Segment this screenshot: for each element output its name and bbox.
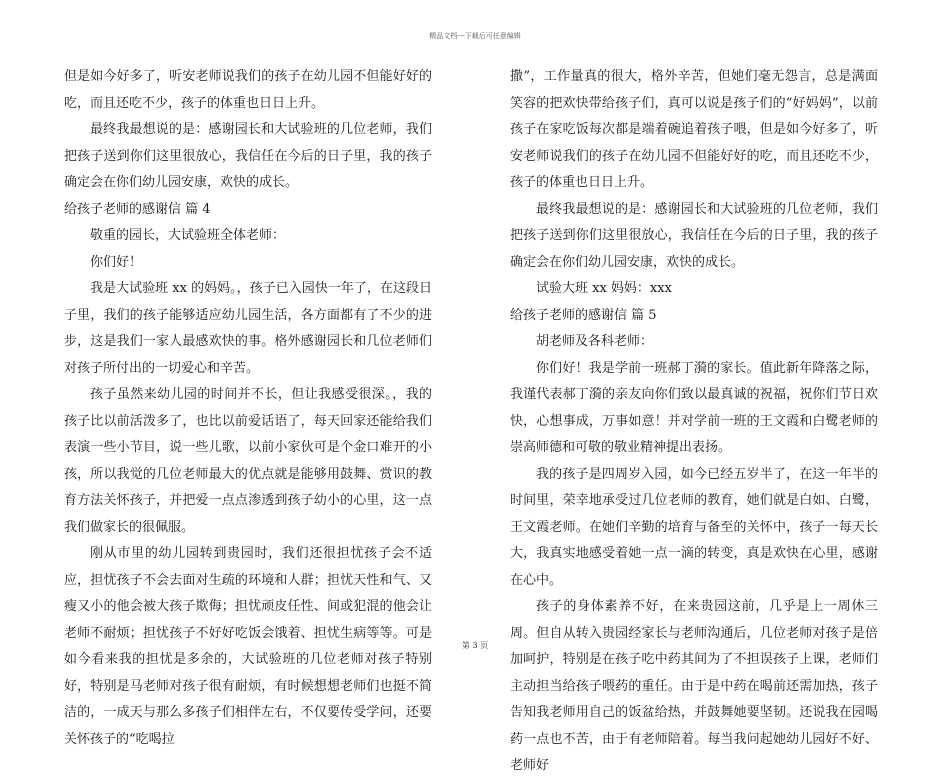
paragraph: 但是如今好多了，听安老师说我们的孩子在幼儿园不但能好好的吃，而且还吃不少，孩子的体重也日日上升。 [64, 69, 432, 111]
paragraph: 孩子的身体素养不好，在来贵园这前，几乎是上一周休三周。但自从转入贵园经家长与老师沟通后，几位老师对孩子是倍加呵护，特别是在孩子吃中药其间为了不担误孩子上课，老师们主动担当给孩子喂药的重任。由于是中药在喝前还需加热，孩子告知我老师用自己的饭盆给热，并鼓舞她要坚韧。还说我在园喝药一点也不苦，由于有老师陪着。每当我问起她幼儿园好不好、老师好 [510, 599, 878, 773]
paragraph: 我的孩子是四周岁入园，如今已经五岁半了，在这一年半的时间里，荣幸地承受过几位老师的教育，她们就是白如、白鹭，王文霞老师。在她们辛勤的培育与备至的关怀中，孩子一每天长大，我真实地感受着她一点一滴的转变，真是欢快在心里，感谢在心中。 [510, 466, 878, 588]
paragraph: 你们好！我是学前一班郝丁漪的家长。值此新年降落之际，我谨代表郝丁漪的亲友向你们致以最真诚的祝福，祝你们节日欢快，心想事成，万事如意！并对学前一班的王文霞和白鹭老师的崇高师德和可敬的敬业精神提出表扬。 [510, 360, 878, 455]
paragraph: 给孩子老师的感谢信 篇 5 [510, 307, 657, 323]
right-column [510, 64, 878, 780]
paragraph: 孩子虽然来幼儿园的时间并不长，但让我感受很深。，我的孩子比以前活泼多了，也比以前爱话语了，每天回家还能给我们表演一些小节目，说一些儿歌，以前小家伙可是个金口难开的小孩，所以我觉的几位老师最大的优点就是能够用鼓舞、赏识的教育方法关怀孩子，并把爱一点点渗透到孩子幼小的心里，这一点我们做家长的很佩服。 [64, 387, 432, 535]
paragraph: 试验大班 xx 妈妈：xxx [536, 281, 672, 296]
paragraph: 撒”，工作量真的很大，格外辛苦，但她们毫无怨言，总是满面笑容的把欢快带给孩子们，真可以说是孩子们的“好妈妈”，以前孩子在家吃饭每次都是端着碗追着孩子喂，但是如今好多了，听安老师说我们的孩子在幼儿园不但能好好的吃，而且还吃不少，孩子的体重也日日上升。 [510, 69, 878, 190]
paragraph: 胡老师及各科老师： [536, 334, 654, 349]
paragraph: 最终我最想说的是：感谢园长和大试验班的几位老师，我们把孩子送到你们这里很放心，我信任在今后的日子里，我的孩子确定会在你们幼儿园安康，欢快的成长。 [510, 201, 878, 270]
paragraph: 给孩子老师的感谢信 篇 4 [64, 201, 211, 217]
paragraph: 最终我最想说的是：感谢园长和大试验班的几位老师，我们把孩子送到你们这里很放心，我信任在今后的日子里，我的孩子确定会在你们幼儿园安康，欢快的成长。 [64, 122, 432, 190]
paragraph: 我是大试验班 xx 的妈妈。，孩子已入园快一年了，在这段日子里，我们的孩子能够适应幼儿园生活，各方面都有了不少的进步，这是我们一家人最感欢快的事。格外感谢园长和几位老师们对孩子所付出的一切爱心和辛苦。 [64, 281, 432, 376]
page-number: 第 3 页 [461, 641, 489, 650]
paragraph: 刚从市里的幼儿园转到贵园时，我们还很担忧孩子会不适应，担忧孩子不会去面对生疏的环境和人群；担忧天性和气、又瘦又小的他会被大孩子欺侮；担忧顽皮任性、间或犯混的他会让老师不耐烦；担忧孩子不好好吃饭会饿着、担忧生病等等。可是如今看来我的担忧是多余的，大试验班的几位老师对孩子特别好，特别是马老师对孩子很有耐烦，有时候想想老师们也挺不简洁的，一成天与那么多孩子们相伴左右，不仅要传受学问，还要关怀孩子的“吃喝拉 [64, 546, 432, 747]
page-header: 精品文档---下载后可任意编辑 [429, 32, 521, 40]
paragraph: 你们好！ [90, 254, 143, 270]
paragraph: 敬重的园长，大试验班全体老师： [90, 228, 286, 243]
